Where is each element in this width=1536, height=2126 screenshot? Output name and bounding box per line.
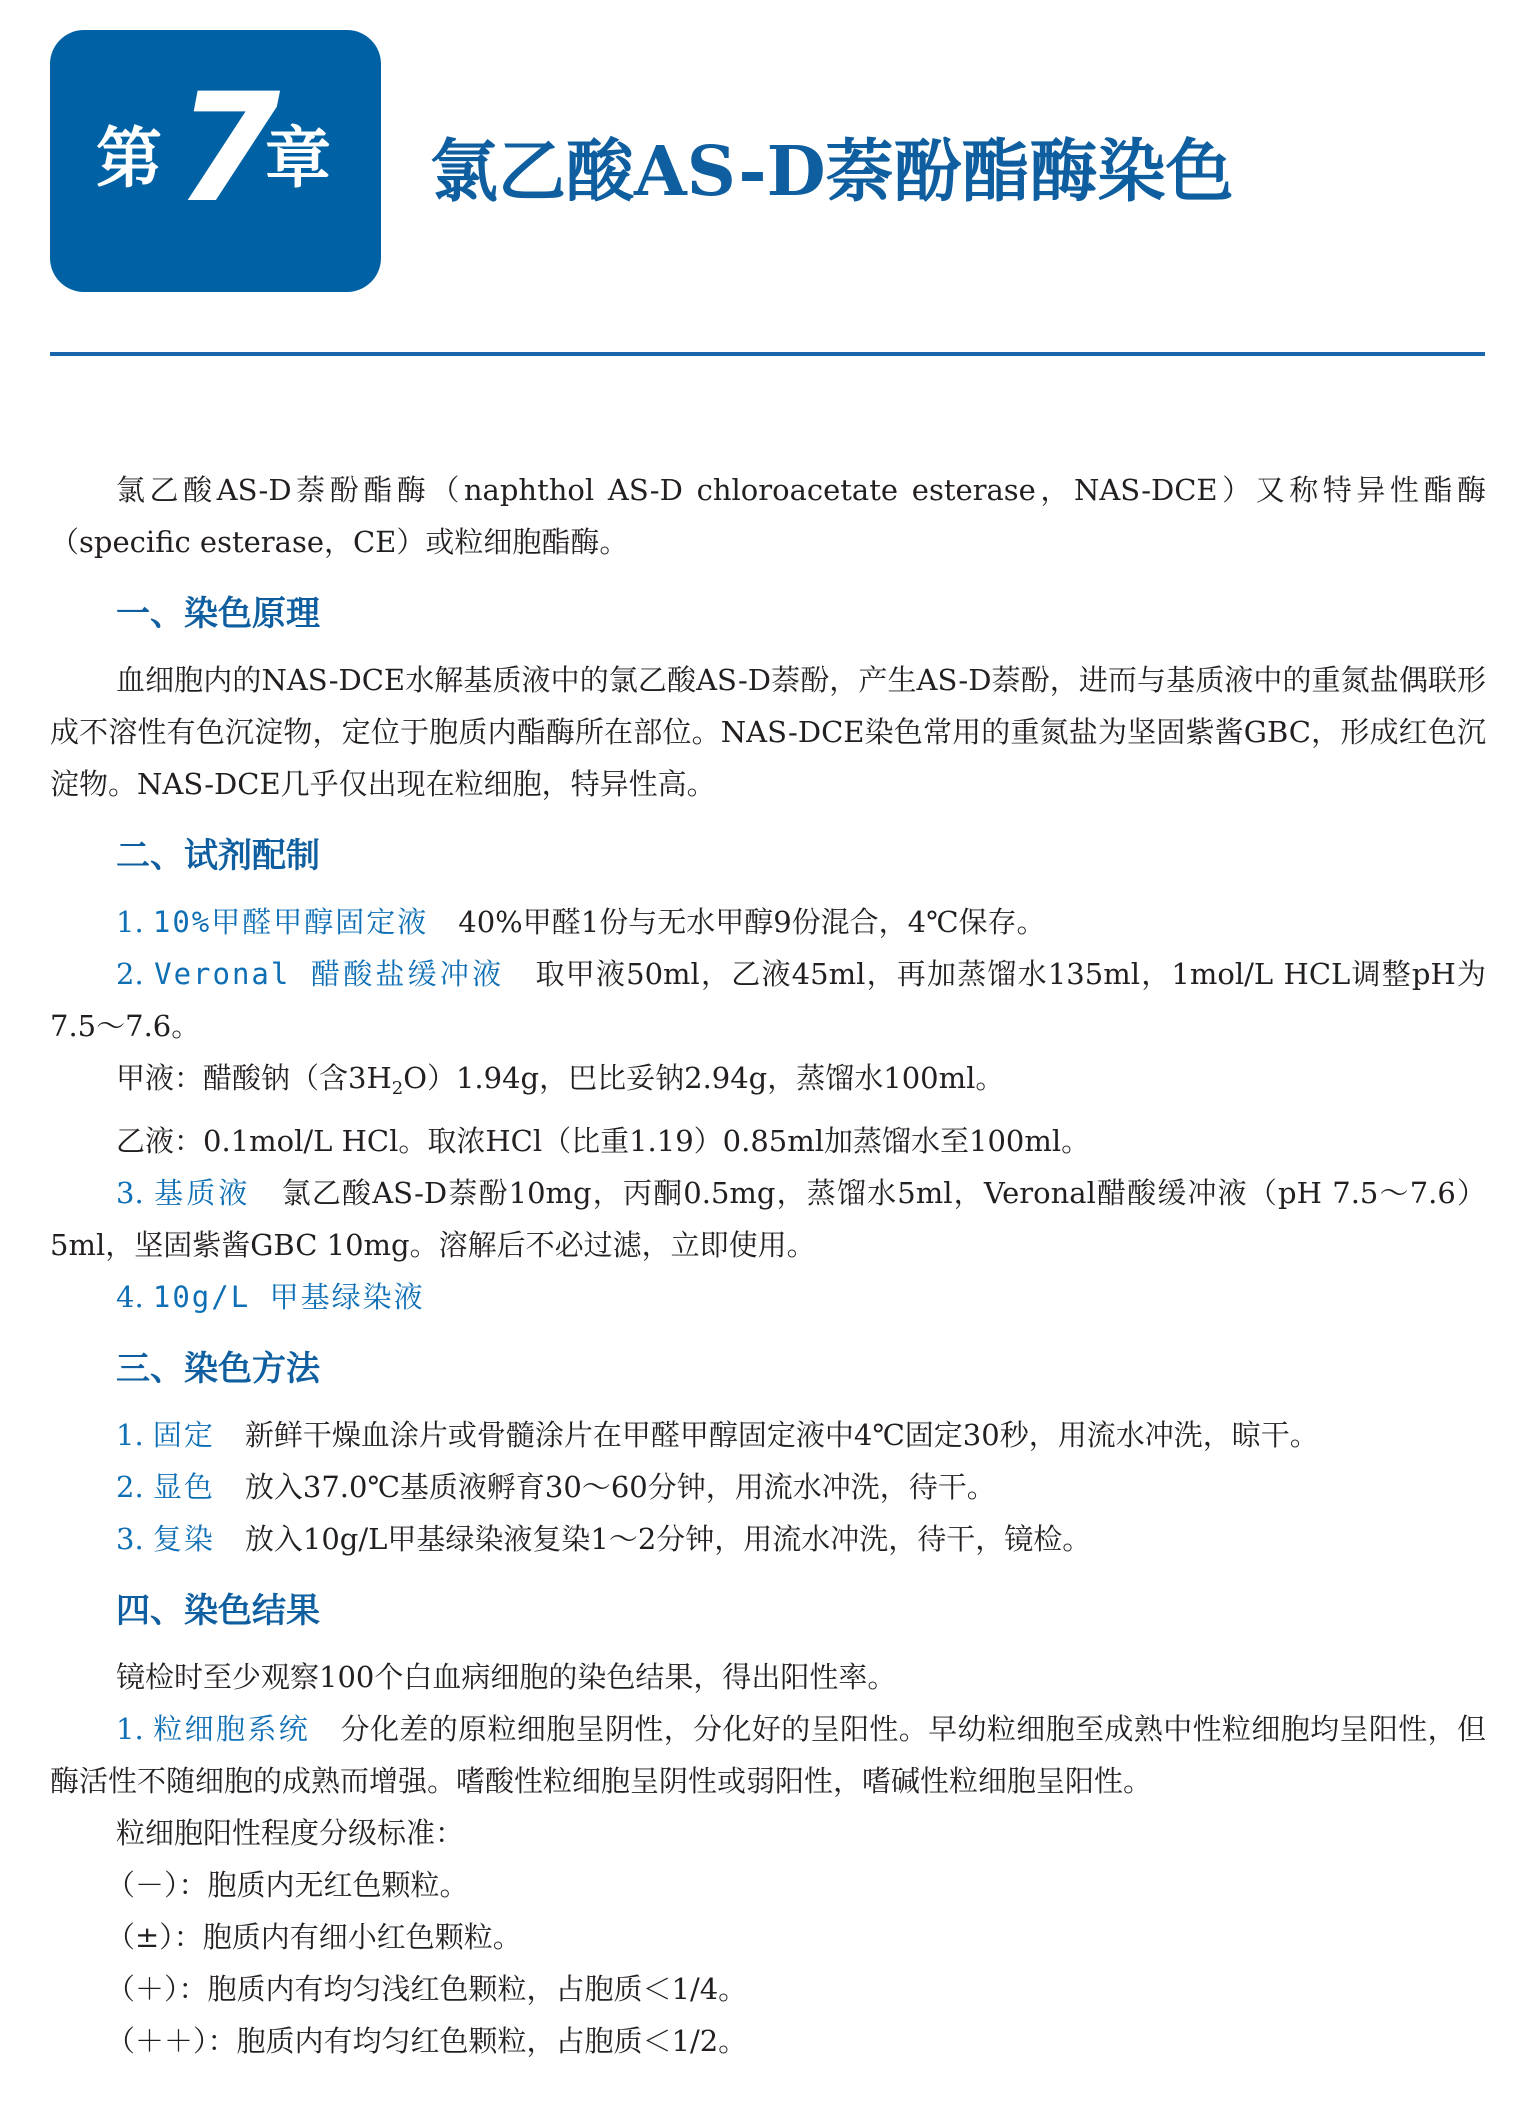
item-label: 基质液: [154, 1176, 251, 1210]
item-label: 固定: [152, 1418, 215, 1452]
item-number: 2.: [116, 957, 144, 991]
item-text: 氯乙酸AS-D萘酚10mg，丙酮0.5mg，蒸馏水5ml，Veronal醋酸缓冲液（pH 7.5～7.6）5ml，坚固紫酱GBC 10mg。溶解后不必过滤，立即使用。: [50, 1176, 1486, 1262]
reagent-item-1: [50, 896, 1486, 948]
item-text: 40%甲醛1份与无水甲醇9份混合，4℃保存。: [458, 905, 1046, 939]
grading-title: 粒细胞阳性程度分级标准：: [116, 1816, 465, 1850]
chapter-badge: [50, 30, 381, 292]
item-text: 新鲜干燥血涂片或骨髓涂片在甲醛甲醇固定液中4℃固定30秒，用流水冲洗，晾干。: [244, 1418, 1319, 1452]
item-text: 放入10g/L甲基绿染液复染1～2分钟，用流水冲洗，待干，镜检。: [244, 1522, 1092, 1556]
results-item-1: [50, 1703, 1486, 1807]
solution-b-line: 乙液：0.1mol/L HCl。取浓HCl（比重1.19）0.85ml加蒸馏水至100ml。: [116, 1124, 1091, 1158]
chapter-prefix: 第: [96, 120, 162, 197]
item-text: 分化差的原粒细胞呈阴性，分化好的呈阳性。早幼粒细胞至成熟中性粒细胞均呈阳性，但酶活性不随细胞的成熟而增强。嗜酸性粒细胞呈阴性或弱阳性，嗜碱性粒细胞呈阳性。: [50, 1712, 1486, 1798]
header-divider: [50, 352, 1485, 356]
reagent-item-3: [50, 1167, 1486, 1271]
intro-paragraph: 氯乙酸AS-D萘酚酯酶（naphthol AS-D chloroacetate esterase，NAS-DCE）又称特异性酯酶（specific esterase，CE）或粒细胞酯酶。: [50, 473, 1486, 559]
item-number: 1.: [116, 1712, 144, 1746]
section-heading-reagents: 二、试剂配制: [116, 836, 320, 876]
method-item-1: [50, 1409, 1486, 1461]
grade-negative: （－）：胞质内无红色颗粒。: [106, 1868, 469, 1902]
item-label: 显色: [152, 1470, 215, 1504]
solution-a-line: [50, 1052, 1486, 1115]
item-number: 1.: [116, 905, 144, 939]
chapter-number: 7: [176, 62, 281, 236]
item-number: 2.: [116, 1470, 144, 1504]
section-heading-results: 四、染色结果: [116, 1591, 320, 1631]
results-intro: 镜检时至少观察100个白血病细胞的染色结果，得出阳性率。: [116, 1660, 897, 1694]
item-label: 10%甲醛甲醇固定液: [152, 905, 429, 939]
item-number: 4.: [116, 1280, 144, 1314]
chapter-title: 氯乙酸AS-D萘酚酯酶染色: [430, 132, 1234, 212]
item-number: 3.: [116, 1176, 144, 1210]
item-label: 复染: [152, 1522, 215, 1556]
item-number: 3.: [116, 1522, 144, 1556]
chapter-suffix: 章: [265, 120, 331, 197]
page-body: [50, 464, 1486, 2067]
grade-plus: （＋）：胞质内有均匀浅红色颗粒，占胞质＜1/4。: [106, 1972, 748, 2006]
grade-double-plus: （＋＋）：胞质内有均匀红色颗粒，占胞质＜1/2。: [106, 2024, 748, 2058]
solution-a-subscript: 2: [391, 1078, 404, 1099]
reagent-item-2: [50, 948, 1486, 1052]
method-item-2: [50, 1461, 1486, 1513]
item-label: 10g/L 甲基绿染液: [152, 1280, 425, 1314]
section-heading-method: 三、染色方法: [116, 1349, 320, 1389]
reagent-item-4: [50, 1271, 1486, 1323]
grade-weak: （±）：胞质内有细小红色颗粒。: [106, 1920, 522, 1954]
solution-a-text-2: O）1.94g，巴比妥钠2.94g，蒸馏水100ml。: [403, 1061, 1005, 1095]
section-heading-principle: 一、染色原理: [116, 594, 320, 634]
item-label: Veronal 醋酸盐缓冲液: [154, 957, 505, 991]
principle-paragraph: 血细胞内的NAS-DCE水解基质液中的氯乙酸AS-D萘酚，产生AS-D萘酚，进而与基质液中的重氮盐偶联形成不溶性有色沉淀物，定位于胞质内酯酶所在部位。NAS-DCE染色常用的重氮盐为坚固紫酱GBC，形成红色沉淀物。NAS-DCE几乎仅出现在粒细胞，特异性高。: [50, 663, 1486, 801]
method-item-3: [50, 1513, 1486, 1565]
solution-a-text-1: 甲液：醋酸钠（含3H: [116, 1061, 392, 1095]
item-text: 放入37.0℃基质液孵育30～60分钟，用流水冲洗，待干。: [244, 1470, 996, 1504]
item-text: 取甲液50ml，乙液45ml，再加蒸馏水135ml，1mol/L HCL调整pH为7.5～7.6。: [50, 957, 1487, 1043]
item-number: 1.: [116, 1418, 144, 1452]
item-label: 粒细胞系统: [153, 1712, 311, 1746]
